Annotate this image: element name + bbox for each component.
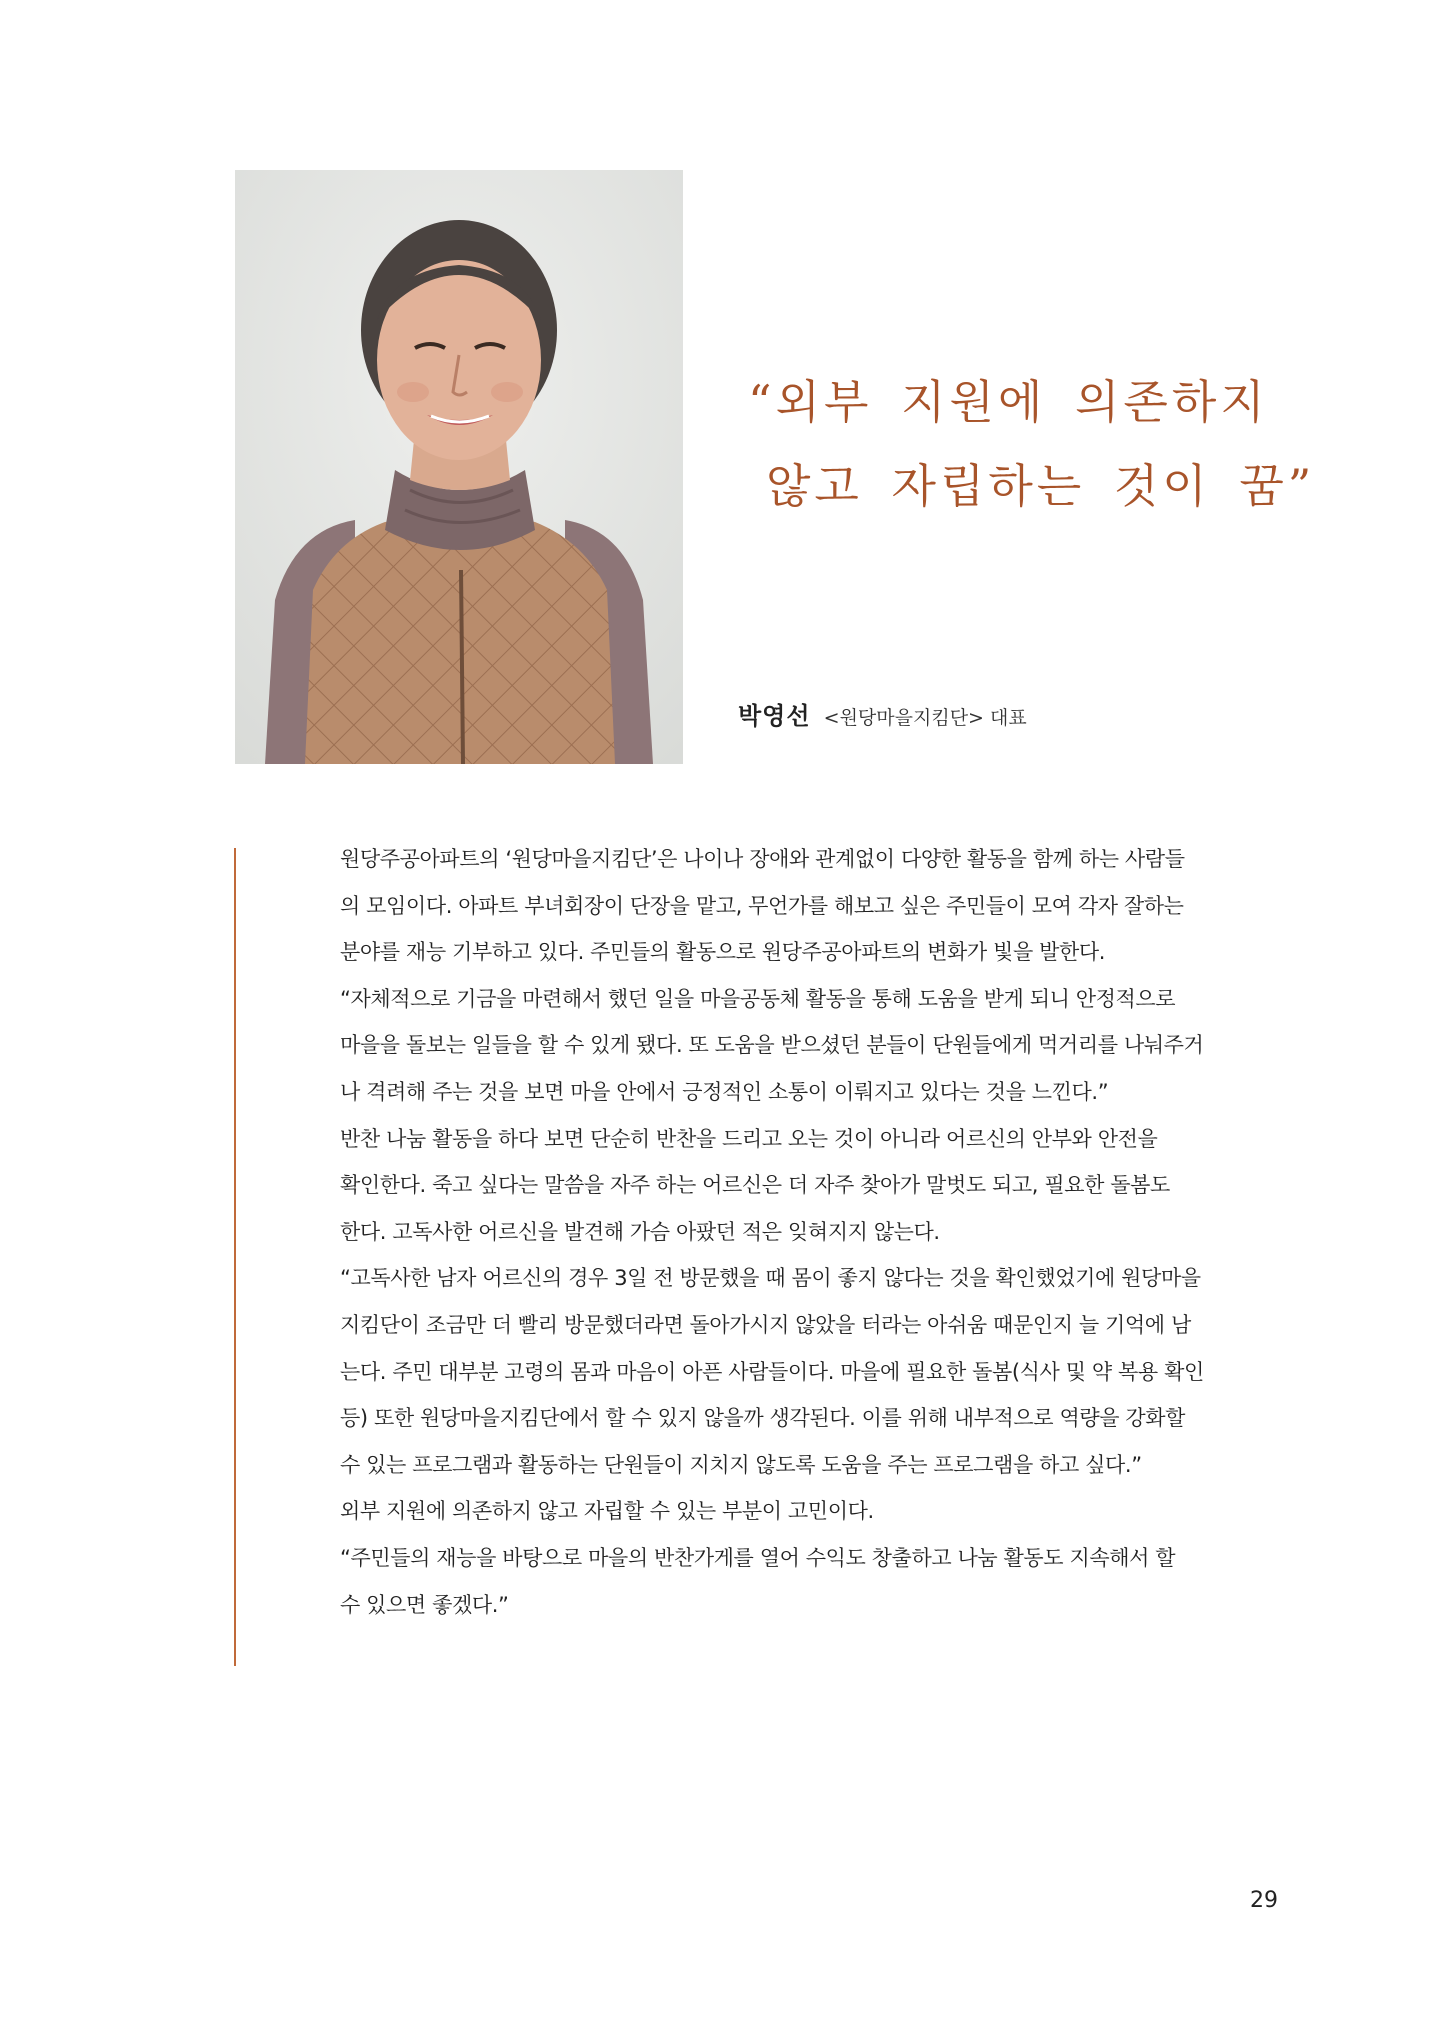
body-line: “주민들의 재능을 바탕으로 마을의 반찬가게를 열어 수익도 창출하고 나눔 활동도 지속해서 할 (340, 1545, 1176, 1570)
body-line: 등) 또한 원당마을지킴단에서 할 수 있지 않을까 생각된다. 이를 위해 내부적으로 역량을 강화할 (340, 1406, 1186, 1431)
body-line: “고독사한 남자 어르신의 경우 3일 전 방문했을 때 몸이 좋지 않다는 것을 확인했었기에 원당마을 (340, 1266, 1201, 1291)
body-line: 의 모임이다. 아파트 부녀회장이 단장을 맡고, 무언가를 해보고 싶은 주민들이 모여 각자 잘하는 (340, 893, 1184, 918)
body-line: 지킴단이 조금만 더 빨리 방문했더라면 돌아가시지 않았을 터라는 아쉬움 때문인지 늘 기억에 남 (340, 1312, 1191, 1337)
portrait-illustration (235, 170, 683, 764)
body-line: 한다. 고독사한 어르신을 발견해 가슴 아팠던 적은 잊혀지지 않는다. (340, 1219, 940, 1244)
body-line: 수 있으면 좋겠다.” (340, 1592, 509, 1617)
body-line: 반찬 나눔 활동을 하다 보면 단순히 반찬을 드리고 오는 것이 아니라 어르신의 안부와 안전을 (340, 1126, 1158, 1151)
body-line: “자체적으로 기금을 마련해서 했던 일을 마을공동체 활동을 통해 도움을 받게 되니 안정적으로 (340, 986, 1176, 1011)
body-line: 수 있는 프로그램과 활동하는 단원들이 지치지 않도록 도움을 주는 프로그램을 하고 싶다.” (340, 1452, 1142, 1477)
body-line: 마을을 돌보는 일들을 할 수 있게 됐다. 또 도움을 받으셨던 분들이 단원들에게 먹거리를 나눠주거 (340, 1033, 1204, 1058)
body-line: 원당주공아파트의 ‘원당마을지킴단’은 나이나 장애와 관계없이 다양한 활동을 함께 하는 사람들 (340, 847, 1185, 871)
body-line: 나 격려해 주는 것을 보면 마을 안에서 긍정적인 소통이 이뤄지고 있다는 것을 느낀다.” (340, 1079, 1109, 1104)
person-role: <원당마을지킴단> 대표 (823, 707, 1027, 729)
pull-quote-line-2: 않고 자립하는 것이 꿈” (766, 459, 1316, 513)
person-name: 박영선 (738, 702, 811, 730)
body-line: 확인한다. 죽고 싶다는 말씀을 자주 하는 어르신은 더 자주 찾아가 말벗도 되고, 필요한 돌봄도 (340, 1173, 1170, 1198)
body-line: 는다. 주민 대부분 고령의 몸과 마음이 아픈 사람들이다. 마을에 필요한 돌봄(식사 및 약 복용 확인 (340, 1359, 1204, 1384)
accent-vertical-rule (234, 848, 236, 1666)
portrait-photo (235, 170, 683, 764)
pull-quote-line-1: “외부 지원에 의존하지 (748, 375, 1269, 429)
byline (738, 696, 1027, 731)
body-line: 외부 지원에 의존하지 않고 자립할 수 있는 부분이 고민이다. (340, 1499, 874, 1524)
body-line: 분야를 재능 기부하고 있다. 주민들의 활동으로 원당주공아파트의 변화가 빛을 발한다. (340, 940, 1106, 965)
page-number: 29 (1250, 1888, 1278, 1913)
pull-quote (748, 360, 1388, 528)
article-body (340, 836, 1300, 1628)
